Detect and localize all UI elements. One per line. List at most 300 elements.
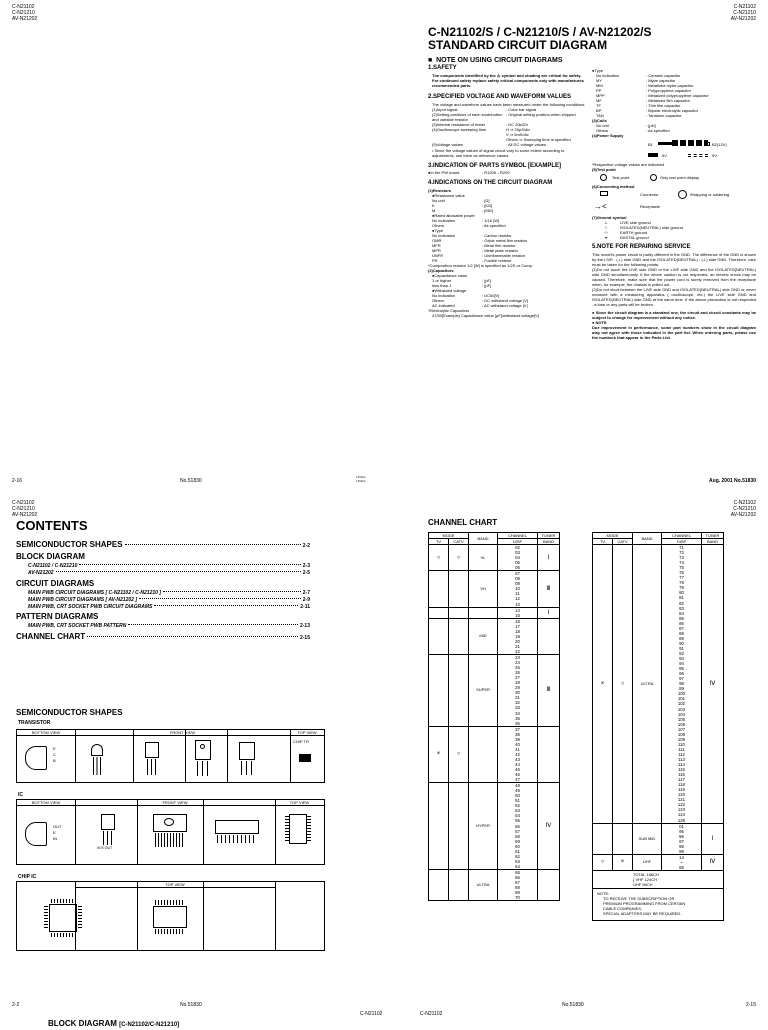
ground-label: LIVE side ground: [620, 220, 651, 225]
channel-band-cell: ULTRA: [633, 545, 662, 824]
channel-number: 90: [679, 640, 684, 646]
tuner-band-cell: [538, 869, 560, 900]
channel-tv-cell: ○: [593, 854, 613, 870]
paragraph: (1)Do not touch the LIVE side GND or the LIVE side GND and the ISOLATED(NEUTRAL) side GND simultaneously. If the above caution is not respected, an electric shock may be caused. Therefore, make sure that the power cord is surely removed from the receptacle when, for example, the chassis is pulled out.: [592, 266, 756, 287]
ic-regulator-icon: [101, 814, 115, 830]
term: MF: [596, 98, 602, 103]
sub-heading: (5)Test point: [592, 167, 616, 172]
channel-number: 105: [677, 716, 686, 722]
page-number: 2-2: [12, 1002, 20, 1008]
wrapping-icon: [678, 190, 687, 199]
ic-front-pin-labels: IN E OUT: [97, 846, 113, 850]
toc-page-number: 2-7: [302, 589, 310, 596]
toc-entry[interactable]: [16, 570, 310, 576]
channel-tv-cell: [429, 571, 449, 607]
channel-number: 54: [515, 813, 520, 819]
channel-number: 47: [515, 777, 520, 783]
channel-band-cell: HYPER: [469, 783, 498, 870]
tuner-band-cell: Ⅰ: [702, 823, 724, 854]
5v-line-icon: [648, 153, 658, 157]
term: AC indicated: [432, 303, 455, 309]
test-point-legend: Test point Only test point display: [592, 172, 756, 184]
channel-band-cell: MID: [469, 618, 498, 654]
channel-number: 76: [679, 570, 684, 576]
term: Others: [432, 298, 445, 304]
channel-number: 108: [677, 731, 686, 737]
model-code: C-N21102: [733, 4, 756, 10]
channel-number: 06: [515, 565, 520, 571]
toc-entry[interactable]: [16, 632, 310, 642]
channel-tv-cell: [429, 607, 449, 618]
note-heading: ■ NOTE ON USING CIRCUIT DIAGRAMS: [428, 57, 563, 64]
channel-catv-cell: [449, 607, 469, 618]
definition: : DC withstand voltage [V]: [482, 298, 529, 304]
spec-rows: [428, 107, 588, 147]
channel-group-row: [429, 618, 560, 654]
channel-number: 125: [677, 817, 686, 823]
paragraph: Due improvement in performance, some part numbers show in the circuit diagram may not agree with those indicated in the part list. When ordering parts, please use the numbers that appear in the Parts List.: [592, 324, 756, 340]
channel-number: 116: [678, 772, 685, 778]
channel-number: 84: [679, 610, 684, 616]
channel-band-cell: [469, 607, 498, 618]
term: No unit: [432, 198, 445, 204]
channel-number: 24: [515, 660, 520, 666]
channel-number: 42: [515, 751, 520, 757]
channel-band-cell: UHF: [633, 854, 662, 870]
tuner-band-cell: Ⅳ: [702, 545, 724, 824]
channel-number: 20: [515, 638, 520, 644]
term: No unit: [596, 123, 609, 128]
chip-tr-label: CHIP TR: [293, 739, 309, 744]
toc-page-number: 2-3: [302, 563, 310, 569]
term: K: [432, 203, 435, 209]
paragraph: *Composition resistor 1/2 [W] is specified as 1/2S or Comp.: [428, 263, 533, 269]
section-heading: 3.INDICATION OF PARTS SYMBOL [EXAMPLE]: [428, 162, 562, 169]
tuner-band-cell: Ⅲ: [538, 571, 560, 607]
toc-page-number: 2-13: [299, 623, 310, 630]
connecting-legend: Connector Wrapping or soldering →< Receptacle: [594, 192, 730, 211]
channel-number: 38: [515, 731, 520, 737]
term: BP: [596, 108, 602, 113]
channel-disp-cell: [498, 869, 538, 900]
resistor-rows: [428, 193, 588, 263]
channel-number: 04: [515, 555, 520, 561]
channel-number: 21: [515, 643, 520, 649]
paragraph: *Respective voltage values are indicated: [592, 162, 665, 167]
channel-number: 96: [679, 671, 684, 677]
paragraph: • Since the voltage values of signal circuit vary to some extent according to adjustments, use them as reference values.: [432, 147, 565, 158]
transistor-shapes-box: BOTTOM VIEW FRONT VIEW TOP VIEW E C B CHIP TR: [16, 729, 325, 783]
channel-number: 12: [515, 596, 520, 602]
transistor-front-icon: [91, 744, 103, 756]
toc-entry[interactable]: [16, 579, 310, 589]
print-mark: I-Prints I-Prints: [356, 475, 366, 483]
doc-number: No.51830: [180, 1002, 202, 1008]
sub-heading: ●Type: [592, 68, 604, 73]
term: TAN: [596, 113, 604, 118]
term: ●Resistance value: [432, 193, 465, 199]
channel-number: 49: [515, 788, 520, 794]
channel-number: 101: [677, 696, 686, 702]
channel-number: 120: [677, 792, 686, 798]
chip-ic-box: TOP VIEW: [16, 881, 325, 951]
toc-label: MAIN PWB CIRCUIT DIAGRAMS [ AV-N21202 ]: [28, 596, 137, 603]
toc-label: BLOCK DIAGRAM: [16, 552, 85, 561]
channel-number: 10: [515, 586, 520, 592]
channel-number: 122: [677, 802, 686, 808]
channel-number: 02: [515, 545, 520, 550]
term: OMR: [432, 238, 442, 244]
channel-number: 35: [515, 715, 520, 721]
note-column-left: [428, 56, 588, 318]
channel-disp-cell: [498, 607, 538, 618]
type-rows: [592, 73, 756, 118]
channel-tv-cell: [429, 869, 449, 900]
transistor-full-mold-icon: [239, 742, 255, 760]
note-column-right: [592, 68, 756, 340]
channel-catv-cell: ○: [449, 545, 469, 571]
channel-number: 123: [677, 807, 686, 813]
channel-number: 44: [515, 761, 520, 767]
channel-number: 69: [515, 890, 520, 896]
term: No indication: [596, 73, 620, 78]
term: M: [432, 208, 436, 214]
term: ●Type: [432, 228, 444, 234]
definition: : Metalized polypropylene capacitor: [646, 93, 709, 98]
tuner-band-cell: [538, 618, 560, 654]
channel-number: 08: [515, 576, 520, 582]
definition: : Fusible resistor: [482, 258, 512, 264]
term: (2)Setting positions of each knob/button and variable resistor: [432, 111, 503, 122]
ground-label: ISOLATED(NEUTRAL) side ground: [620, 225, 683, 230]
transistor-to220-icon: [145, 742, 159, 758]
definition: : DC50[V]: [482, 293, 500, 299]
connector-icon: [600, 191, 608, 196]
note-block: ● NOTE: [592, 319, 607, 325]
sub-heading: (3)Coils: [592, 118, 607, 123]
header-left-models: [12, 4, 37, 22]
definition: : DC 20kΩ/V: [506, 121, 529, 127]
channel-number: 39: [515, 736, 520, 742]
toc-entry[interactable]: [16, 552, 310, 562]
channel-number: 96: [679, 833, 684, 839]
channel-catv-cell: [449, 618, 469, 654]
channel-number: 18: [515, 628, 520, 634]
channel-number: 112: [678, 751, 685, 757]
channel-number: 95: [679, 666, 684, 672]
sub-heading: (6)Connecting method: [592, 184, 635, 189]
definition: : Bipolar electrolytic capacitor: [646, 108, 699, 113]
channel-catv-cell: ○: [449, 726, 469, 783]
channel-disp-cell: [498, 545, 538, 571]
channel-number: 43: [515, 756, 520, 762]
definition: : [μF]: [482, 283, 492, 289]
term: UNFR: [432, 253, 444, 259]
toc-entry[interactable]: [16, 604, 310, 610]
definition: : Polypropylene capacitor: [646, 88, 691, 93]
channel-number: 98: [679, 843, 684, 849]
definition: : Thin film capacitor: [646, 103, 681, 108]
toc-entry[interactable]: [16, 540, 310, 550]
definition: : All DC voltage values: [506, 141, 547, 147]
ground-row: [592, 235, 756, 240]
toc-entry[interactable]: [16, 563, 310, 569]
definition: : Mylar capacitor: [646, 78, 676, 83]
toc-entry[interactable]: [16, 623, 310, 629]
toc-leader: [128, 624, 298, 625]
semiconductor-heading: SEMICONDUCTOR SHAPES: [16, 708, 123, 717]
channel-tv-cell: [593, 823, 613, 854]
ic-bottom-icon: [25, 822, 47, 846]
channel-number: 67: [515, 880, 520, 886]
definition-row: [428, 112, 588, 122]
test-point-icon: [600, 174, 607, 181]
b1-bus-icon: [672, 140, 708, 146]
channel-chart-left: [428, 532, 560, 901]
channel-rows-left: [429, 545, 560, 901]
channel-number: 81: [679, 595, 684, 601]
toc-label: MAIN PWB CIRCUIT DIAGRAMS [ C-N21102 / C-N21210 ]: [28, 589, 161, 596]
definition: : [MΩ]: [482, 208, 493, 214]
sub-heading: (2)Capacitors: [428, 268, 454, 274]
definition-row: [428, 142, 588, 147]
term: No indication: [432, 293, 456, 299]
channel-number: 74: [679, 560, 684, 566]
channel-number: 70: [515, 895, 520, 901]
channel-number: 31: [515, 695, 520, 701]
ground-symbol-icon: ⊥: [604, 220, 608, 225]
channel-number: 36: [515, 720, 520, 726]
channel-band-cell: [469, 726, 498, 783]
channel-number: 86: [679, 620, 684, 626]
date-doc-number: Aug. 2001 No.51830: [709, 478, 756, 484]
definition: : Color bar signal: [506, 106, 537, 112]
channel-number: 23: [515, 654, 520, 660]
channel-number: 102: [677, 701, 686, 707]
9v-line-icon: [688, 154, 708, 157]
channel-number: 48: [515, 783, 520, 789]
term: ●Withstand voltage: [432, 288, 467, 294]
toc-leader: [79, 564, 300, 565]
ic-pins: OUT E IN: [53, 824, 62, 841]
header-left-models: C-N21102 C-N21210 AV-N21202: [12, 500, 38, 518]
tuner-band-cell: Ⅲ: [538, 654, 560, 726]
channel-number: 66: [515, 875, 520, 880]
model-code: C-N21210: [733, 10, 756, 16]
channel-number: 69: [679, 864, 684, 870]
channel-number: 78: [679, 580, 684, 586]
channel-number: 60: [515, 843, 520, 849]
term: MFR: [432, 243, 441, 249]
channel-number: 87: [679, 625, 684, 631]
definition: : Tantalum capacitor: [646, 113, 682, 118]
section-heading: 4.INDICATIONS ON THE CIRCUIT DIAGRAM: [428, 180, 553, 187]
channel-catv-cell: ×: [613, 854, 633, 870]
channel-disp-cell: [498, 571, 538, 607]
channel-band-cell: ULTRA: [469, 869, 498, 900]
toc-page-number: 2-9: [302, 596, 310, 603]
toc-label: AV-N21202: [28, 570, 54, 577]
channel-number: 58: [515, 833, 520, 839]
ground-label: DIGITAL ground: [620, 235, 649, 240]
term: MM: [596, 83, 603, 88]
page-title: C-N21102/S / C-N21210/S / AV-N21202/S STANDARD CIRCUIT DIAGRAM: [428, 25, 652, 52]
term: 1 or higher: [432, 278, 452, 284]
channel-number: 106: [677, 721, 686, 727]
term: TF: [596, 103, 601, 108]
capacitor-rows: [428, 273, 588, 308]
toc-leader: [139, 598, 301, 599]
toc-label: CHANNEL CHART: [16, 631, 86, 641]
channel-number: 63: [515, 858, 520, 864]
channel-number: 97: [679, 676, 684, 682]
definition: : Metal film resistor: [482, 243, 516, 249]
channel-number: 22: [515, 648, 520, 654]
channel-tv-cell: [429, 783, 449, 870]
channel-group-row: [593, 823, 724, 854]
term: Others: [432, 223, 445, 229]
transistor-heading: TRANSISTOR: [18, 720, 51, 726]
total-cell: TOTAL 166CH { VHF 124CH UHF 56CH: [593, 871, 724, 889]
tuner-band-cell: Ⅳ: [702, 854, 724, 870]
channel-disp-cell: [498, 618, 538, 654]
channel-disp-cell: [662, 854, 702, 870]
tuner-band-cell: Ⅰ: [538, 545, 560, 571]
channel-number: 26: [515, 670, 520, 676]
definition: H ⇒ 20μS/div: [506, 126, 531, 132]
tuner-band-cell: Ⅳ: [538, 783, 560, 870]
toc-entry[interactable]: [16, 590, 310, 596]
section-heading: 2.SPECIFIED VOLTAGE AND WAVEFORM VALUES: [428, 93, 572, 100]
channel-tv-cell: ○: [429, 545, 449, 571]
transistor-power-icon: [195, 740, 211, 760]
channel-number: ~: [680, 859, 683, 865]
channel-number: 99: [679, 686, 684, 692]
toc-entry[interactable]: [16, 597, 310, 603]
paragraph: The voltage and waveform values have been measured under the following conditions.: [432, 101, 586, 107]
channel-number: 94: [679, 661, 684, 667]
toc-label: C-N21102 / C-N21210: [28, 563, 78, 569]
channel-number: 30: [515, 690, 520, 696]
sub-heading: (1)Resistors: [428, 188, 452, 194]
doc-number: No.51830: [180, 478, 202, 484]
note-cell: NOTE: TO RECEIVE THE SUBSCRIPTION OR PREMIUM PROGRAMMING FROM CERTAIN CABLE COMPANIES, SPECIAL ADAPTERS MAY BE REQUIRED.: [593, 889, 724, 921]
term: MY: [596, 78, 602, 83]
channel-number: 92: [679, 650, 684, 656]
term: PP: [596, 88, 602, 93]
channel-rows-right: [593, 545, 724, 871]
channel-number: 07: [515, 571, 520, 577]
ic-top-icon: [289, 814, 307, 844]
toc-label: MAIN PWB, CRT SOCKET PWB PATTERN: [28, 623, 127, 630]
definition: V ⇒ 5mS/div: [506, 131, 529, 137]
channel-number: 89: [679, 635, 684, 641]
sub-heading: (7)Ground symbol: [592, 215, 627, 220]
channel-number: 115: [678, 767, 685, 773]
channel-number: 15: [515, 612, 520, 618]
toc-leader: [154, 605, 298, 606]
channel-group-row: [429, 726, 560, 783]
channel-number: 52: [515, 803, 520, 809]
safety-text: The components identified by the ⚠ symbol and shading are critical for safety. For continued safety replace safety critical components only with manufactures recommended parts.: [432, 72, 584, 88]
ground-label: EARTH ground: [620, 230, 648, 235]
tuner-band-cell: [538, 726, 560, 783]
section-heading: 1.SAFETY: [428, 65, 457, 72]
channel-catv-cell: [449, 783, 469, 870]
header-models: C-N21102: [360, 1011, 383, 1017]
toc-leader: [56, 571, 301, 572]
channel-number: 32: [515, 700, 520, 706]
power-supply-legend: B1 B2(12V) 5V 9V: [648, 142, 727, 158]
block-diagram-title: BLOCK DIAGRAM [C-N21102/C-N21210]: [48, 1019, 180, 1028]
definition: : [KΩ]: [482, 203, 493, 209]
toc-entry[interactable]: [16, 612, 310, 622]
channel-group-row: [429, 654, 560, 726]
channel-number: 65: [515, 869, 520, 875]
channel-number: 103: [677, 706, 686, 712]
definition: : [pF]: [482, 278, 492, 284]
channel-number: 50: [515, 793, 520, 799]
channel-number: 09: [515, 581, 520, 587]
channel-number: 59: [515, 838, 520, 844]
chip-ic-heading: CHIP IC: [18, 874, 37, 880]
channel-number: 72: [679, 550, 684, 556]
channel-number: 124: [677, 812, 686, 818]
channel-number: 100: [677, 691, 686, 697]
page-number: 2-16: [12, 478, 23, 484]
channel-chart-right: [592, 532, 724, 921]
channel-number: 17: [515, 623, 520, 629]
channel-number: 118: [678, 782, 685, 788]
definition: : Carbon resistor: [482, 233, 512, 239]
definition: : Ceramic capacitor: [646, 73, 681, 78]
channel-band-cell: VL: [469, 545, 498, 571]
channel-tv-cell: ×: [593, 545, 613, 824]
ground-rows: [592, 220, 756, 240]
definition: : As specified: [646, 128, 670, 133]
header-right-models: [731, 4, 756, 22]
chip-tr-icon: [299, 754, 311, 762]
channel-number: 14: [515, 607, 520, 613]
channel-number: 55: [515, 818, 520, 824]
definition: : [μH]: [646, 123, 656, 128]
channel-number: 56: [515, 823, 520, 829]
channel-number: 88: [679, 630, 684, 636]
channel-group-row: [429, 607, 560, 618]
channel-number: 16: [515, 618, 520, 624]
channel-disp-cell: [662, 823, 702, 854]
channel-number: 114: [678, 762, 685, 768]
channel-number: 79: [679, 585, 684, 591]
term: (3)Internal resistance of tester: [432, 121, 486, 127]
test-point-only-icon: [650, 174, 657, 181]
channel-group-row: [429, 869, 560, 900]
channel-number: 99: [679, 848, 684, 854]
model-code: C-N21210: [12, 10, 35, 16]
channel-number: 95: [679, 828, 684, 834]
term: MPP: [596, 93, 605, 98]
channel-catv-cell: [449, 654, 469, 726]
term: No indication: [432, 233, 456, 239]
channel-tv-cell: [429, 618, 449, 654]
paragraph: *Electrolytic Capacitors: [428, 308, 470, 314]
term: (5)Voltage values: [432, 141, 463, 147]
channel-number: 121: [677, 797, 686, 803]
paragraph: 47/50[Example] Capacitance value [μF]/withstand voltage[V]: [432, 313, 539, 319]
channel-tv-cell: [429, 654, 449, 726]
term: FR: [432, 258, 438, 264]
toc-leader: [163, 591, 301, 592]
